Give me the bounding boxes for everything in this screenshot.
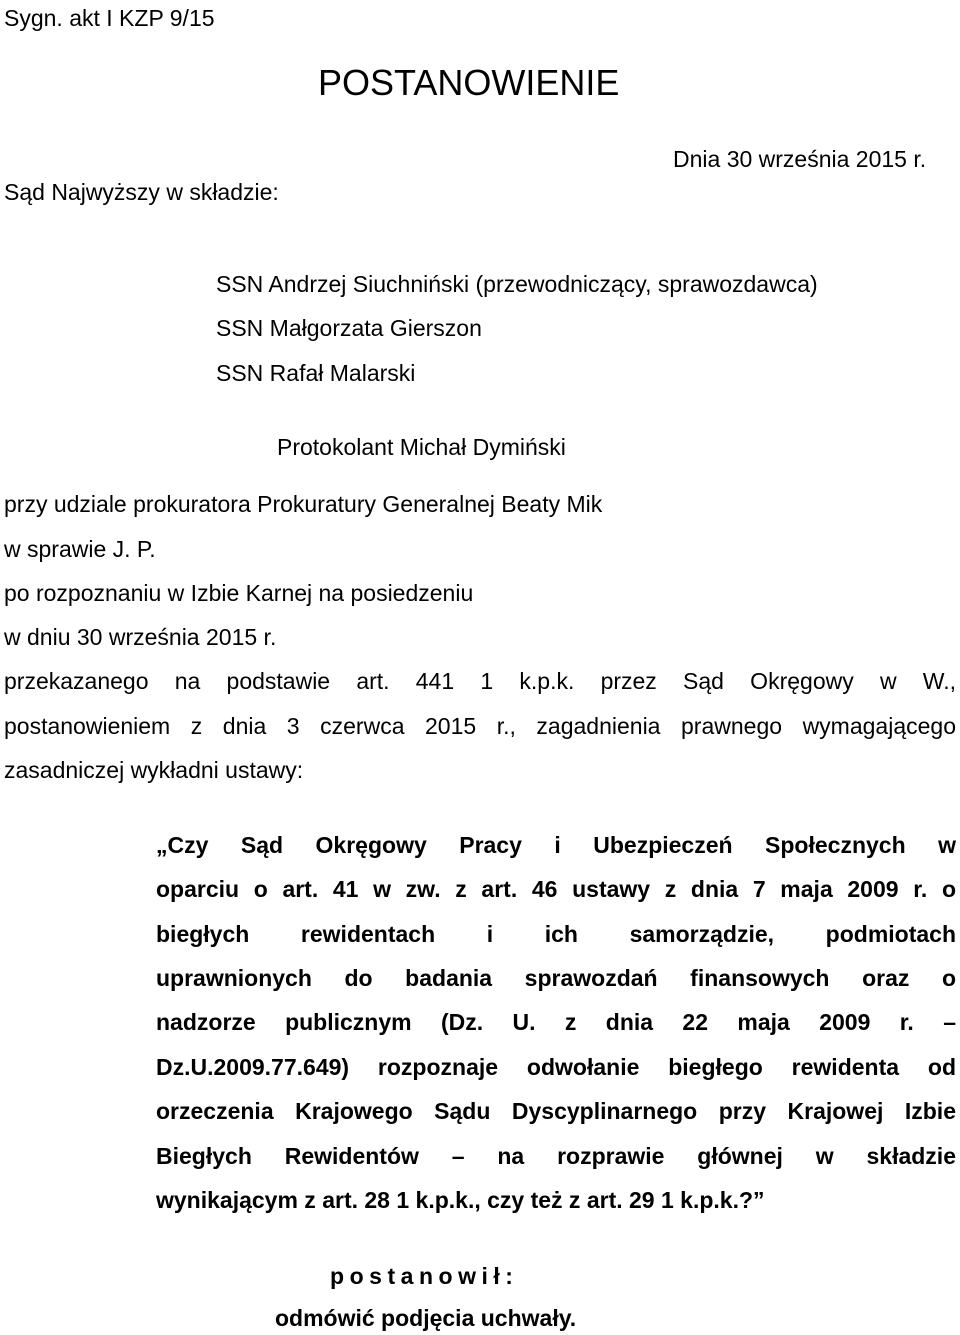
- question-line: biegłych rewidentach i ich samorządzie, podmiotach: [156, 921, 956, 947]
- ruling-heading: postanowił:: [330, 1263, 519, 1289]
- question-line: uprawnionych do badania sprawozdań finansowych oraz o: [156, 965, 956, 991]
- referral-line: zasadniczej wykładni ustawy:: [4, 757, 304, 783]
- case-line: w sprawie J. P.: [4, 536, 156, 562]
- question-line: Dz.U.2009.77.649) rozpoznaje odwołanie biegłego rewidenta od: [156, 1054, 956, 1080]
- question-line: wynikającym z art. 28 1 k.p.k., czy też z art. 29 1 k.p.k.?”: [156, 1187, 765, 1213]
- hearing-line: po rozpoznaniu w Izbie Karnej na posiedzeniu: [4, 580, 474, 606]
- referral-line: postanowieniem z dnia 3 czerwca 2015 r., zagadnienia prawnego wymagającego: [4, 713, 956, 739]
- ruling-decision: odmówić podjęcia uchwały.: [275, 1305, 577, 1331]
- ruling-date: Dnia 30 września 2015 r.: [673, 146, 927, 172]
- judge-presiding: SSN Andrzej Siuchniński (przewodniczący, sprawozdawca): [216, 271, 818, 297]
- question-line: Biegłych Rewidentów – na rozprawie głównej w składzie: [156, 1143, 956, 1169]
- question-line: nadzorze publicznym (Dz. U. z dnia 22 maja 2009 r. –: [156, 1009, 956, 1035]
- court-clerk: Protokolant Michał Dymiński: [277, 434, 566, 460]
- judge-member: SSN Małgorzata Gierszon: [216, 315, 482, 341]
- judge-member: SSN Rafał Malarski: [216, 360, 416, 386]
- question-line: orzeczenia Krajowego Sądu Dyscyplinarnego przy Krajowej Izbie: [156, 1098, 956, 1124]
- prosecutor-line: przy udziale prokuratora Prokuratury Generalnej Beaty Mik: [4, 491, 603, 517]
- hearing-date-line: w dniu 30 września 2015 r.: [4, 624, 277, 650]
- document-title: POSTANOWIENIE: [318, 62, 620, 103]
- case-signature: Sygn. akt I KZP 9/15: [4, 5, 215, 31]
- referral-line: przekazanego na podstawie art. 441 1 k.p.k. przez Sąd Okręgowy w W.,: [4, 668, 956, 694]
- question-line: oparciu o art. 41 w zw. z art. 46 ustawy z dnia 7 maja 2009 r. o: [156, 876, 956, 902]
- court-composition-label: Sąd Najwyższy w składzie:: [4, 179, 279, 205]
- question-line: „Czy Sąd Okręgowy Pracy i Ubezpieczeń Społecznych w: [156, 832, 956, 858]
